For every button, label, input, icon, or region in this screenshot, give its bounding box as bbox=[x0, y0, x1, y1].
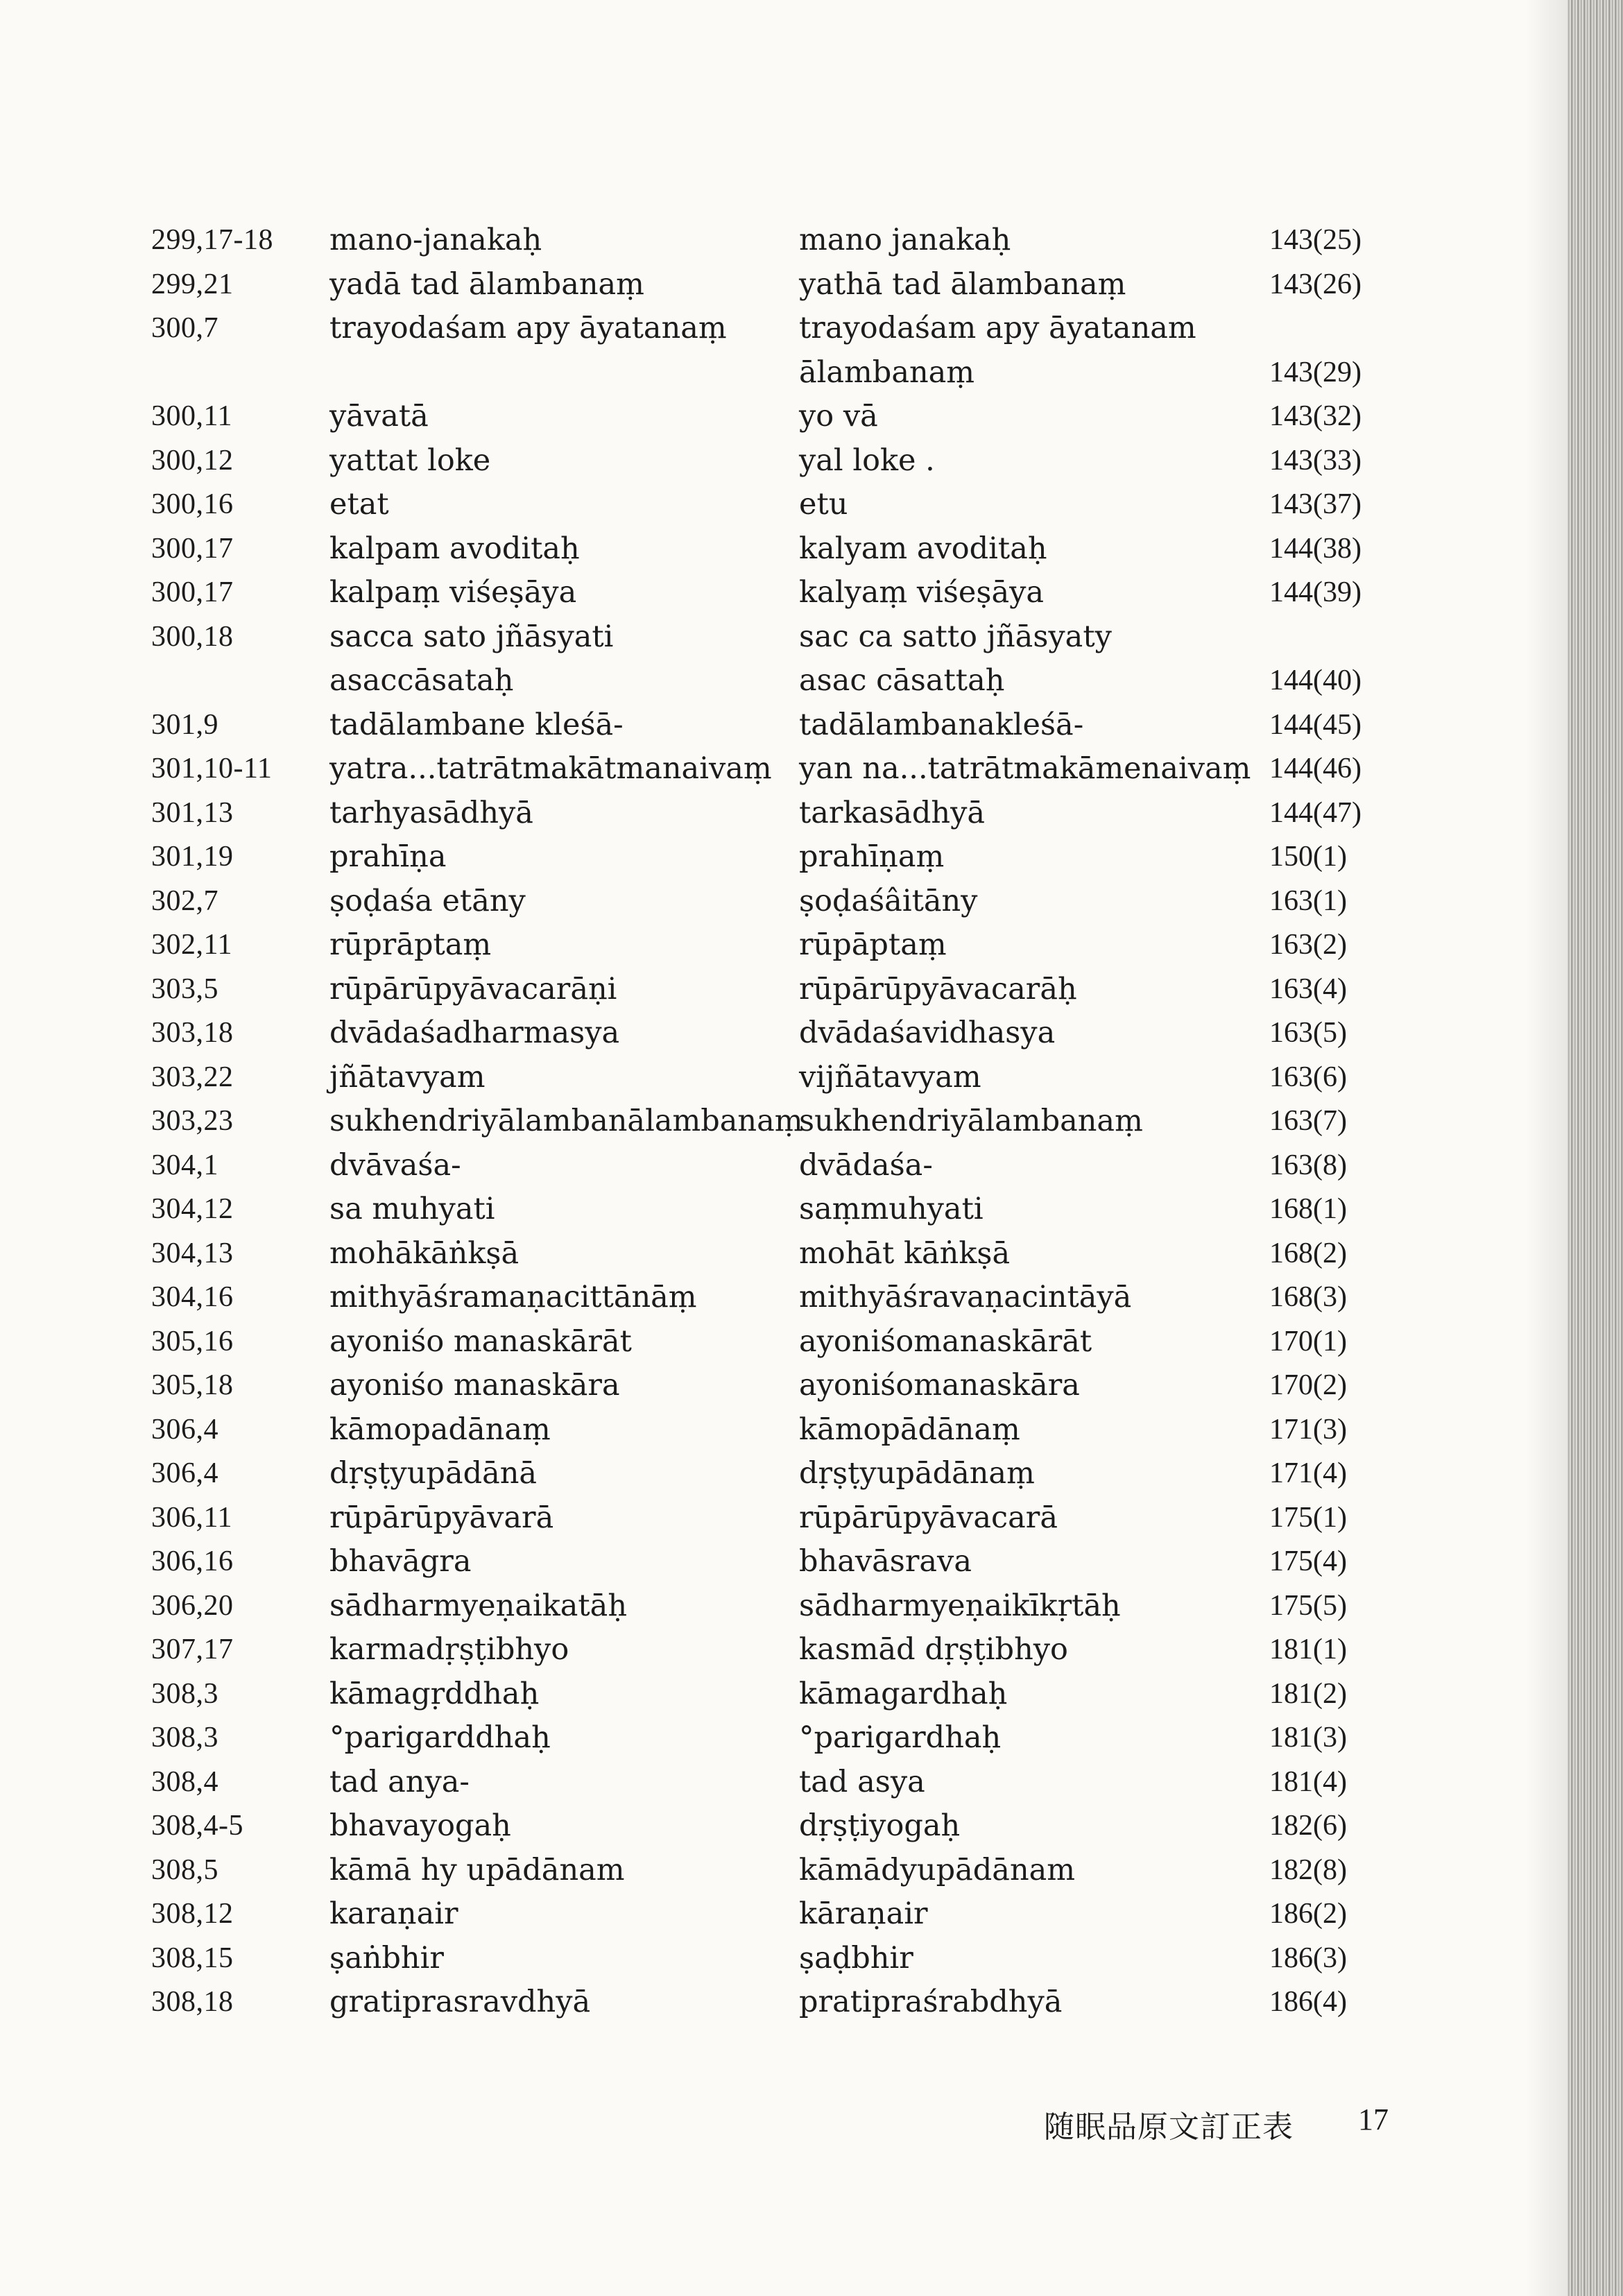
row-note-number: 175(5) bbox=[1269, 1589, 1347, 1622]
row-reference: 301,19 bbox=[151, 841, 234, 873]
table-row bbox=[139, 1628, 1387, 1672]
row-reference: 308,3 bbox=[151, 1677, 218, 1710]
row-reference: 300,7 bbox=[151, 312, 218, 344]
table-row bbox=[139, 483, 1387, 527]
row-corrected-reading: ṣaḍbhir bbox=[799, 1940, 913, 1976]
row-corrected-reading: dvādaśavidhasya bbox=[799, 1016, 1056, 1050]
row-note-number: 144(38) bbox=[1269, 532, 1362, 565]
row-reference: 300,18 bbox=[151, 620, 234, 653]
row-corrected-reading: kalyaṃ viśeṣāya bbox=[799, 575, 1045, 610]
row-note-number: 163(1) bbox=[1269, 884, 1347, 917]
table-row bbox=[139, 1188, 1387, 1232]
row-reference: 301,9 bbox=[151, 708, 218, 741]
table-row bbox=[139, 1452, 1387, 1496]
row-original-reading: karmadṛṣṭibhyo bbox=[329, 1632, 569, 1667]
row-corrected-reading: ayoniśomanaskāra bbox=[799, 1368, 1080, 1403]
row-corrected-reading: dvādaśa- bbox=[799, 1147, 933, 1183]
table-row bbox=[139, 1584, 1387, 1629]
table-row bbox=[139, 527, 1387, 572]
row-corrected-reading: dṛṣṭiyogaḥ bbox=[799, 1808, 961, 1843]
row-corrected-reading: ayoniśomanaskārāt bbox=[799, 1323, 1092, 1359]
row-reference: 299,21 bbox=[151, 268, 234, 300]
page-number: 17 bbox=[1358, 2102, 1389, 2136]
row-original-reading: yadā tad ālambanaṃ bbox=[329, 266, 644, 302]
row-reference: 300,12 bbox=[151, 444, 234, 477]
row-reference: 306,16 bbox=[151, 1545, 234, 1577]
row-corrected-reading: bhavāsrava bbox=[799, 1544, 972, 1579]
row-corrected-reading: kalyam avoditaḥ bbox=[799, 531, 1047, 566]
row-reference: 305,18 bbox=[151, 1369, 234, 1401]
table-row bbox=[139, 351, 1387, 395]
row-reference: 308,4 bbox=[151, 1765, 218, 1798]
table-row bbox=[139, 1716, 1387, 1760]
row-original-reading: asaccāsataḥ bbox=[329, 663, 514, 698]
row-note-number: 171(3) bbox=[1269, 1413, 1347, 1446]
row-reference: 308,4-5 bbox=[151, 1810, 243, 1842]
row-original-reading: rūpārūpyāvacarāṇi bbox=[329, 971, 617, 1006]
row-corrected-reading: ṣoḍaśâitāny bbox=[799, 883, 978, 918]
row-corrected-reading: kāmopādānaṃ bbox=[799, 1412, 1020, 1447]
row-reference: 307,17 bbox=[151, 1634, 234, 1665]
row-reference: 302,11 bbox=[151, 929, 232, 961]
row-original-reading: dṛṣṭyupādānā bbox=[329, 1456, 538, 1491]
row-reference: 303,18 bbox=[151, 1017, 234, 1049]
table-row bbox=[139, 1408, 1387, 1453]
row-reference: 308,18 bbox=[151, 1986, 234, 2018]
table-row bbox=[139, 1276, 1387, 1320]
row-note-number: 163(4) bbox=[1269, 973, 1347, 1005]
row-note-number: 144(45) bbox=[1269, 708, 1362, 741]
row-note-number: 181(3) bbox=[1269, 1722, 1347, 1754]
row-corrected-reading: °parigardhaḥ bbox=[799, 1720, 1002, 1755]
row-original-reading: kāmopadānaṃ bbox=[329, 1412, 551, 1447]
row-reference: 306,4 bbox=[151, 1457, 218, 1489]
row-corrected-reading: mano janakaḥ bbox=[799, 223, 1011, 257]
row-reference: 303,5 bbox=[151, 973, 218, 1005]
row-original-reading: karaṇair bbox=[329, 1896, 458, 1931]
errata-table bbox=[139, 219, 1387, 2025]
row-note-number: 170(2) bbox=[1269, 1369, 1347, 1401]
row-original-reading: kāmā hy upādānam bbox=[329, 1852, 625, 1887]
row-note-number: 144(47) bbox=[1269, 796, 1362, 829]
row-original-reading: prahīṇa bbox=[329, 839, 447, 874]
row-original-reading: mithyāśramaṇacittānāṃ bbox=[329, 1280, 697, 1314]
row-reference: 300,16 bbox=[151, 488, 234, 520]
row-original-reading: kalpaṃ viśeṣāya bbox=[329, 575, 577, 610]
row-note-number: 186(2) bbox=[1269, 1898, 1347, 1930]
table-row bbox=[139, 307, 1387, 351]
table-row bbox=[139, 835, 1387, 880]
row-corrected-reading: trayodaśam apy āyatanam bbox=[799, 311, 1196, 345]
row-original-reading: tarhyasādhyā bbox=[329, 795, 533, 830]
row-reference: 308,5 bbox=[151, 1853, 218, 1886]
row-original-reading: jñātavyam bbox=[329, 1059, 486, 1095]
table-row bbox=[139, 703, 1387, 748]
table-row bbox=[139, 1144, 1387, 1188]
binding-shadow bbox=[1526, 0, 1568, 2296]
table-row bbox=[139, 263, 1387, 307]
row-note-number: 181(1) bbox=[1269, 1634, 1347, 1665]
row-reference: 306,20 bbox=[151, 1589, 234, 1622]
row-corrected-reading: tad asya bbox=[799, 1764, 925, 1799]
table-row bbox=[139, 1364, 1387, 1408]
row-original-reading: trayodaśam apy āyatanaṃ bbox=[329, 311, 727, 345]
row-corrected-reading: pratipraśrabdhyā bbox=[799, 1985, 1063, 2019]
table-row bbox=[139, 1011, 1387, 1056]
table-row bbox=[139, 1320, 1387, 1364]
row-corrected-reading: rūpārūpyāvacarā bbox=[799, 1500, 1058, 1535]
table-row bbox=[139, 791, 1387, 836]
row-reference: 308,12 bbox=[151, 1898, 234, 1930]
row-corrected-reading: kāraṇair bbox=[799, 1896, 928, 1931]
table-row bbox=[139, 615, 1387, 660]
row-reference: 303,22 bbox=[151, 1061, 234, 1093]
table-row bbox=[139, 1980, 1387, 2025]
row-original-reading: kalpam avoditaḥ bbox=[329, 531, 580, 566]
row-corrected-reading: prahīṇaṃ bbox=[799, 839, 945, 874]
page-binding-edge bbox=[1568, 0, 1623, 2296]
table-row bbox=[139, 1849, 1387, 1893]
row-original-reading: sukhendriyālambanālambanaṃ bbox=[329, 1104, 803, 1138]
row-corrected-reading: dṛṣṭyupādānaṃ bbox=[799, 1456, 1035, 1491]
row-note-number: 143(37) bbox=[1269, 488, 1362, 520]
row-note-number: 144(40) bbox=[1269, 665, 1362, 696]
row-original-reading: sa muhyati bbox=[329, 1192, 495, 1226]
row-reference: 300,17 bbox=[151, 576, 234, 608]
row-original-reading: ayoniśo manaskārāt bbox=[329, 1323, 632, 1359]
row-note-number: 143(29) bbox=[1269, 356, 1362, 388]
row-reference: 299,17-18 bbox=[151, 224, 273, 256]
row-note-number: 170(1) bbox=[1269, 1325, 1347, 1357]
row-corrected-reading: mithyāśravaṇacintāyā bbox=[799, 1280, 1132, 1314]
table-row bbox=[139, 1760, 1387, 1805]
row-note-number: 181(4) bbox=[1269, 1765, 1347, 1798]
row-reference: 305,16 bbox=[151, 1325, 234, 1357]
row-note-number: 168(2) bbox=[1269, 1237, 1347, 1269]
row-note-number: 182(6) bbox=[1269, 1810, 1347, 1842]
row-original-reading: bhavāgra bbox=[329, 1544, 472, 1579]
row-original-reading: rūprāptaṃ bbox=[329, 927, 492, 962]
row-corrected-reading: tadālambanakleśā- bbox=[799, 707, 1084, 742]
row-original-reading: tadālambane kleśā- bbox=[329, 707, 624, 742]
table-row bbox=[139, 1056, 1387, 1100]
table-row bbox=[139, 968, 1387, 1012]
row-corrected-reading: yan na...tatrātmakāmenaivaṃ bbox=[799, 751, 1251, 786]
row-original-reading: ayoniśo manaskāra bbox=[329, 1368, 620, 1403]
row-note-number: 163(2) bbox=[1269, 929, 1347, 961]
row-original-reading: kāmagṛddhaḥ bbox=[329, 1676, 540, 1711]
row-original-reading: rūpārūpyāvarā bbox=[329, 1500, 554, 1535]
row-corrected-reading: sac ca satto jñāsyaty bbox=[799, 619, 1112, 654]
row-note-number: 144(46) bbox=[1269, 753, 1362, 785]
row-note-number: 186(3) bbox=[1269, 1942, 1347, 1974]
row-corrected-reading: kāmagardhaḥ bbox=[799, 1676, 1008, 1711]
table-row bbox=[139, 659, 1387, 703]
row-reference: 308,15 bbox=[151, 1942, 234, 1974]
table-row bbox=[139, 747, 1387, 791]
row-reference: 304,13 bbox=[151, 1237, 234, 1269]
table-row bbox=[139, 923, 1387, 968]
row-note-number: 168(1) bbox=[1269, 1193, 1347, 1225]
row-original-reading: etat bbox=[329, 487, 389, 522]
table-row bbox=[139, 1937, 1387, 1981]
row-corrected-reading: saṃmuhyati bbox=[799, 1192, 984, 1226]
row-corrected-reading: sādharmyeṇaikīkṛtāḥ bbox=[799, 1588, 1121, 1623]
row-reference: 308,3 bbox=[151, 1722, 218, 1754]
table-row bbox=[139, 1672, 1387, 1717]
row-original-reading: dvādaśadharmasya bbox=[329, 1016, 620, 1050]
table-row bbox=[139, 571, 1387, 615]
row-reference: 301,10-11 bbox=[151, 753, 273, 785]
row-note-number: 143(25) bbox=[1269, 224, 1362, 256]
row-corrected-reading: tarkasādhyā bbox=[799, 795, 986, 830]
row-note-number: 171(4) bbox=[1269, 1457, 1347, 1489]
row-original-reading: yatra...tatrātmakātmanaivaṃ bbox=[329, 751, 772, 786]
row-original-reading: yattat loke bbox=[329, 443, 491, 478]
row-reference: 304,12 bbox=[151, 1193, 234, 1225]
row-original-reading: tad anya- bbox=[329, 1764, 470, 1799]
row-note-number: 163(7) bbox=[1269, 1105, 1347, 1137]
row-original-reading: ṣoḍaśa etāny bbox=[329, 883, 526, 918]
row-original-reading: sacca sato jñāsyati bbox=[329, 619, 614, 654]
row-reference: 303,23 bbox=[151, 1105, 234, 1137]
row-corrected-reading: asac cāsattaḥ bbox=[799, 663, 1005, 698]
row-note-number: 163(8) bbox=[1269, 1149, 1347, 1181]
row-corrected-reading: yathā tad ālambanaṃ bbox=[799, 266, 1126, 302]
row-original-reading: sādharmyeṇaikatāḥ bbox=[329, 1588, 628, 1623]
table-row bbox=[139, 395, 1387, 439]
row-note-number: 175(1) bbox=[1269, 1501, 1347, 1534]
row-corrected-reading: kasmād dṛṣṭibhyo bbox=[799, 1632, 1068, 1667]
row-original-reading: bhavayogaḥ bbox=[329, 1808, 511, 1843]
row-original-reading: dvāvaśa- bbox=[329, 1147, 461, 1183]
row-reference: 304,1 bbox=[151, 1149, 218, 1181]
row-corrected-reading: yal loke . bbox=[799, 443, 935, 478]
table-row bbox=[139, 1099, 1387, 1144]
table-row bbox=[139, 1232, 1387, 1276]
table-row bbox=[139, 1496, 1387, 1541]
row-corrected-reading: mohāt kāṅkṣā bbox=[799, 1235, 1011, 1271]
row-original-reading: °parigarddhaḥ bbox=[329, 1720, 551, 1755]
row-corrected-reading: rūpāptaṃ bbox=[799, 927, 947, 962]
table-row bbox=[139, 880, 1387, 924]
row-original-reading: mano-janakaḥ bbox=[329, 223, 542, 257]
row-original-reading: ṣaṅbhir bbox=[329, 1940, 444, 1976]
footer-title: 随眠品原文訂正表 bbox=[1044, 2109, 1294, 2145]
table-row bbox=[139, 1804, 1387, 1849]
row-reference: 301,13 bbox=[151, 796, 234, 829]
row-reference: 304,16 bbox=[151, 1281, 234, 1313]
row-note-number: 168(3) bbox=[1269, 1281, 1347, 1313]
row-note-number: 144(39) bbox=[1269, 576, 1362, 608]
row-note-number: 150(1) bbox=[1269, 841, 1347, 873]
row-note-number: 143(33) bbox=[1269, 444, 1362, 477]
row-note-number: 163(6) bbox=[1269, 1061, 1347, 1093]
row-note-number: 186(4) bbox=[1269, 1986, 1347, 2018]
row-note-number: 181(2) bbox=[1269, 1677, 1347, 1710]
table-row bbox=[139, 439, 1387, 483]
table-row bbox=[139, 1892, 1387, 1937]
row-note-number: 163(5) bbox=[1269, 1017, 1347, 1049]
row-corrected-reading: sukhendriyālambanaṃ bbox=[799, 1104, 1143, 1138]
row-reference: 300,17 bbox=[151, 532, 234, 565]
row-note-number: 143(26) bbox=[1269, 268, 1362, 300]
row-corrected-reading: yo vā bbox=[799, 399, 878, 434]
row-reference: 300,11 bbox=[151, 400, 232, 432]
row-reference: 302,7 bbox=[151, 884, 218, 917]
row-corrected-reading: ālambanaṃ bbox=[799, 354, 975, 390]
table-row bbox=[139, 1540, 1387, 1584]
row-reference: 306,4 bbox=[151, 1413, 218, 1446]
row-corrected-reading: rūpārūpyāvacarāḥ bbox=[799, 971, 1077, 1006]
row-original-reading: yāvatā bbox=[329, 399, 429, 434]
row-note-number: 182(8) bbox=[1269, 1853, 1347, 1886]
row-note-number: 175(4) bbox=[1269, 1545, 1347, 1577]
row-corrected-reading: etu bbox=[799, 487, 848, 522]
row-corrected-reading: vijñātavyam bbox=[799, 1059, 981, 1095]
row-original-reading: gratiprasravdhyā bbox=[329, 1985, 591, 2019]
row-corrected-reading: kāmādyupādānam bbox=[799, 1852, 1076, 1887]
table-row bbox=[139, 219, 1387, 263]
row-note-number: 143(32) bbox=[1269, 400, 1362, 432]
row-reference: 306,11 bbox=[151, 1501, 232, 1534]
row-original-reading: mohākāṅkṣā bbox=[329, 1235, 519, 1271]
